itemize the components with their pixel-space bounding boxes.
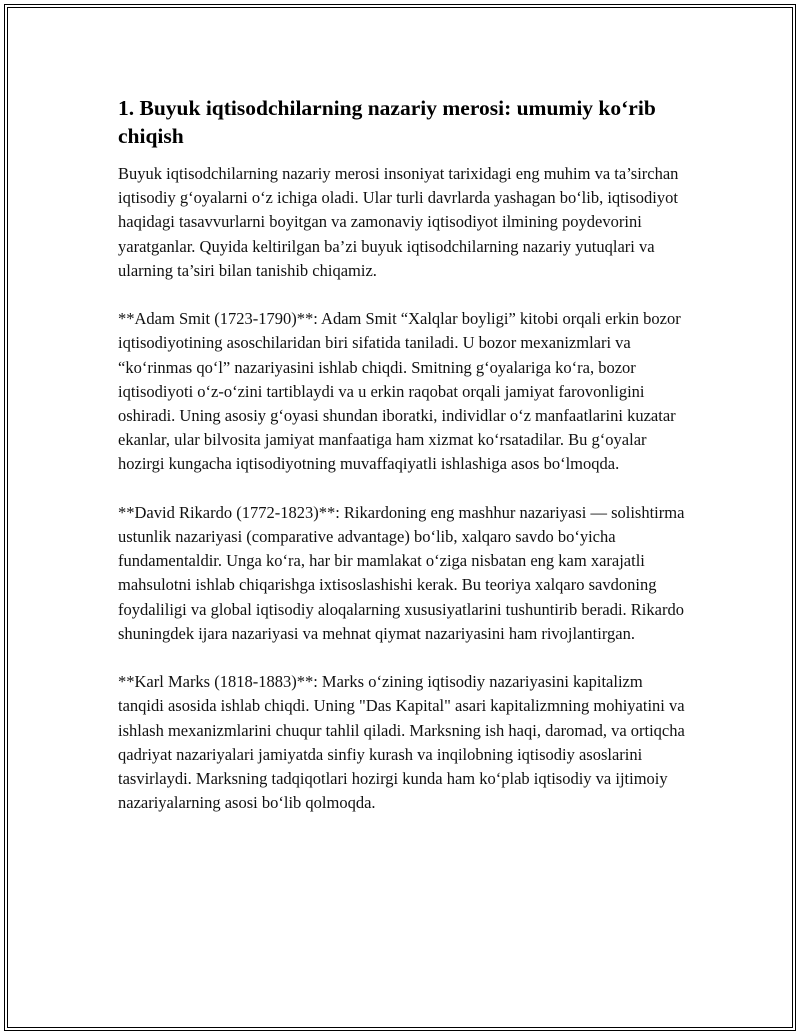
section-heading: 1. Buyuk iqtisodchilarning nazariy merosi: umumiy ko‘rib chiqish [118,96,656,148]
karl-marx-paragraph: **Karl Marks (1818-1883)**: Marks o‘zining iqtisodiy nazariyasini kapitalizm tanqidi asosida ishlab chiqdi. Uning "Das Kapital" asari kapitalizmning mohiyatini va ishlash mexanizmlarini chuqur tahlil qiladi. Marksning ish haqi, daromad, va ortiqcha qadriyat nazariyalari jamiyatda sinfiy kurash va inqilobning iqtisodiy asoslarini tasvirlaydi. Marksning tadqiqotlari hozirgi kunda ham ko‘plab iqtisodiy va ijtimoiy nazariyalarning asosi bo‘lib qolmoqda. [118,672,685,813]
document-body [118,94,690,840]
intro-paragraph: Buyuk iqtisodchilarning nazariy merosi insoniyat tarixidagi eng muhim va ta’sirchan iqtisodiy g‘oyalarni o‘z ichiga oladi. Ular turli davrlarda yashagan bo‘lib, iqtisodiyot haqidagi tasavvurlarni boyitgan va zamonaviy iqtisodiyot ilmining poydevorini yaratganlar. Quyida keltirilgan ba’zi buyuk iqtisodchilarning nazariy yutuqlari va ularning ta’siri bilan tanishib chiqamiz. [118,164,679,280]
adam-smith-paragraph: **Adam Smit (1723-1790)**: Adam Smit “Xalqlar boyligi” kitobi orqali erkin bozor iqtisodiyotining asoschilaridan biri sifatida taniladi. U bozor mexanizmlari va “ko‘rinmas qo‘l” nazariyasini ishlab chiqdi. Smitning g‘oyalariga ko‘ra, bozor iqtisodiyoti o‘z-o‘zini tartiblaydi va u erkin raqobat orqali jamiyat farovonligini oshiradi. Uning asosiy g‘oyasi shundan iboratki, individlar o‘z manfaatlarini kuzatar ekanlar, ular bilvosita jamiyat manfaatiga ham xizmat ko‘rsatadilar. Bu g‘oyalar hozirgi kungacha iqtisodiyotning muvaffaqiyatli ishlashiga asos bo‘lmoqda. [118,309,681,474]
david-ricardo-paragraph: **David Rikardo (1772-1823)**: Rikardoning eng mashhur nazariyasi — solishtirma ustunlik nazariyasi (comparative advantage) bo‘lib, xalqaro savdo bo‘yicha fundamentaldir. Unga ko‘ra, har bir mamlakat o‘ziga nisbatan eng kam xarajatli mahsulotni ishlab chiqarishga ixtisoslashishi kerak. Bu teoriya xalqaro savdoning foydaliligi va global iqtisodiy aloqalarning xususiyatlarini tushuntirib beradi. Rikardo shuningdek ijara nazariyasi va mehnat qiymat nazariyasini ham rivojlantirgan. [118,502,685,643]
